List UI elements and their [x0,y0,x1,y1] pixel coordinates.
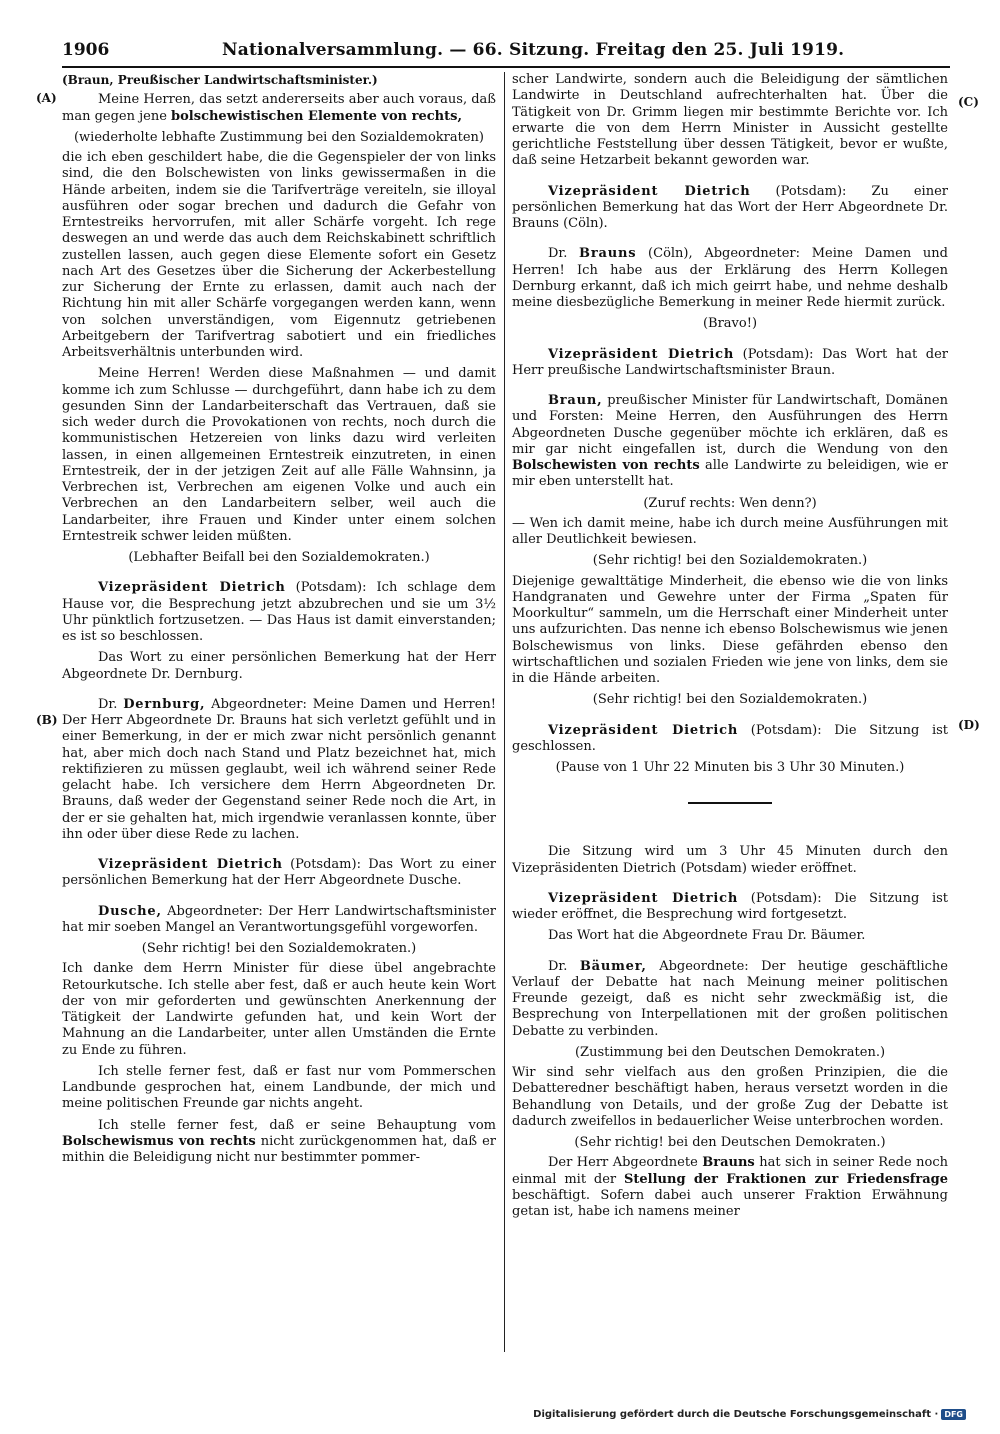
paragraph: Ich danke dem Herrn Minister für diese übel angebrachte Retourkutsche. Ich stelle aber fest, daß er auch heute kein Wort der von mir geforderten und gewünschten Anerkennung der Tätigkeit der Landwirte gefunden hat, und kein Wort der Mahnung an die Landarbeiter, unter allen Umständen die Ernte zu Ende zu führen. [62,961,496,1058]
interjection: (Bravo!) [702,316,758,332]
speaker-name: Dusche, [98,903,162,919]
speech-text: alle Landwirte zu beleidigen, wie er mir eben unterstellt hat. [512,458,948,490]
page-number: 1906 [62,40,110,60]
footer-credit [533,1409,966,1420]
right-column [512,72,948,1225]
speech-vizepraesident [512,184,948,233]
interjection: (Sehr richtig! bei den Deutschen Demokraten.) [574,1135,886,1150]
speech-text: Abgeordnete: Der heutige geschäftliche Verlauf der Debatte hat nach Meinung meiner politischen Freunde gezeigt, daß es nicht sehr zweckmäßig ist, die Besprechung von Interpellationen mit der großen politischen Debatte zu verbinden. [512,958,948,1039]
interjection: (Sehr richtig! bei den Sozialdemokraten.) [592,692,868,708]
emphasis: Brauns [702,1155,755,1171]
margin-marker-a: (A) [36,91,57,105]
speech-brauns [512,246,948,311]
paragraph: die ich eben geschildert habe, die die Gegenspieler der von links sind, die den Bolschewisten von links gewissermaßen in die Hände arbeiten, indem sie die Tarifverträge vereiteln, sie illoyal ausführen oder sogar brechen und dadurch die Gefahr von Erntestreiks hervorrufen, mit aller Schärfe vorgeht. Ich rege deswegen an und werde das auch dem Reichskabinett schriftlich zustellen lassen, auch gegen diese Elemente sofort ein Gesetz nach Art des Gesetzes über die Sicherung der Ackerbestellung zur Sicherung der Ernte zu erlassen, damit auch nach der Richtung hin mit aller Schärfe vorgegangen werden kann, wenn von solchen unverständigen, vom Eigennutz getriebenen Arbeitgebern der Tarifvertrag sabotiert und ein friedliches Arbeitsverhältnis unterbunden wird. [62,150,496,360]
paragraph-text: Ich stelle ferner fest, daß er seine Behauptung vom [98,1117,496,1133]
paragraph-text: hat sich in seiner Rede noch einmal mit der [512,1155,948,1187]
speech-vizepraesident [62,580,496,645]
speech-text: (Potsdam): Das Wort zu einer persönlichen Bemerkung hat der Herr Abgeordnete Dusche. [62,857,496,889]
interjection: (Zuruf rechts: Wen denn?) [643,495,817,511]
speech-vizepraesident [62,857,496,890]
interjection: (Sehr richtig! bei den Sozialdemokraten.) [141,941,417,956]
paragraph [62,92,496,125]
speaker-name: Vizepräsident Dietrich [548,183,751,199]
speaker-name: Vizepräsident Dietrich [548,722,739,738]
interjection: (Zustimmung bei den Deutschen Demokraten.) [574,1044,886,1060]
speech-text: preußischer Minister für Landwirtschaft, Domänen und Forsten: Meine Herren, den Ausführungen des Herrn Abgeordneten Dusche gegenüber möchte ich erklären, daß es mir gar nicht eingefallen ist, durch die Wendung von den [512,393,948,457]
margin-marker-d: (D) [958,718,980,732]
speaker-name: Brauns [579,246,637,262]
emphasis: Bolschewisten von rechts [512,458,700,473]
paragraph-text: Meine Herren, das setzt andererseits aber auch voraus, daß man gegen jene [62,92,496,124]
emphasis: bolschewistischen Elemente von rechts, [171,108,462,124]
speech-text: (Cöln), Abgeordneter: Meine Damen und Herren! Ich habe aus der Erklärung des Herrn Kollegen Dernburg erkannt, daß ich mich geirrt habe, und nehme deshalb meine diesbezügliche Bemerkung in meiner Rede hiermit zurück. [512,246,948,310]
page-header [62,40,950,68]
interjection: (Lebhafter Beifall bei den Sozialdemokraten.) [128,550,430,565]
paragraph: scher Landwirte, sondern auch die Beleidigung der sämtlichen Landwirte in Deutschland aufrechterhalten hat. Über die Tätigkeit von Dr. Grimm liegen mir bestimmte Berichte vor. Ich erwarte die von dem Herrn Minister in Aussicht gestellte gerichtliche Feststellung über dessen Tätigkeit, bevor er wußte, daß seine Hetzarbeit bekannt geworden war. [512,72,948,169]
speech-text: Abgeordneter: Der Herr Landwirtschaftsminister hat mir soeben Mangel an Verantwortungsgefühl vorgeworfen. [62,903,496,935]
speaker-title: Dr. [548,246,580,262]
section-rule [688,802,772,804]
speech-braun [512,393,948,491]
speaker-name: Vizepräsident Dietrich [548,890,739,906]
interjection: (wiederholte lebhafte Zustimmung bei den Sozialdemokraten) [73,129,484,145]
interjection: (Sehr richtig! bei den Sozialdemokraten.) [592,553,868,569]
speaker-title: Dr. [98,696,124,712]
session-resume-note: Die Sitzung wird um 3 Uhr 45 Minuten durch den Vizepräsidenten Dietrich (Potsdam) wieder eröffnet. [512,844,948,876]
speech-text: Abgeordneter: Meine Damen und Herren! Der Herr Abgeordnete Dr. Brauns hat sich verletzt gefühlt und in einer Bemerkung, in der er mich zwar nicht persönlich genannt hat, aber mich doch nach Stand und Platz bezeichnet hat, mich rektifizieren zu müssen geglaubt, weil ich während seiner Rede gelacht habe. Ich versichere dem Herrn Abgeordneten Dr. Brauns, daß weder der Gegenstand seiner Rede noch die Art, in der er sie gehalten hat, mich irgendwie veranlassen konnte, über ihn oder über diese Rede zu lachen. [62,696,496,842]
speaker-name: Vizepräsident Dietrich [548,346,735,362]
paragraph-text: nicht zurückgenommen hat, daß er mithin die Beleidigung nicht nur bestimmter pommer- [62,1133,496,1165]
left-column [62,72,496,1171]
speech-vizepraesident [512,723,948,756]
dfg-logo: DFG [941,1409,966,1420]
paragraph: Ich stelle ferner fest, daß er fast nur vom Pommerschen Landbunde gesprochen hat, einem Landbunde, der mich und meine politischen Freunde gar nichts angeht. [62,1063,496,1112]
speaker-name: Vizepräsident Dietrich [98,580,286,596]
paragraph: Das Wort hat die Abgeordnete Frau Dr. Bäumer. [548,928,866,944]
speaker-caption: (Braun, Preußischer Landwirtschaftsminister.) [62,73,378,87]
running-title: Nationalversammlung. — 66. Sitzung. Freitag den 25. Juli 1919. [222,40,845,60]
speech-text: (Potsdam): Ich schlage dem Hause vor, die Besprechung jetzt abzubrechen und sie um 3½ Uhr pünktlich fortzusetzen. — Das Haus ist damit einverstanden; es ist so beschlossen. [62,580,497,644]
column-divider [504,72,505,1352]
pause-note: (Pause von 1 Uhr 22 Minuten bis 3 Uhr 30 Minuten.) [555,760,905,775]
speech-text: (Potsdam): Das Wort hat der Herr preußische Landwirtschaftsminister Braun. [512,346,949,378]
speech-text: (Potsdam): Zu einer persönlichen Bemerkung hat das Wort der Herr Abgeordnete Dr. Brauns (Cöln). [512,183,948,231]
speech-dernburg [62,697,496,843]
paragraph: Meine Herren! Werden diese Maßnahmen — und damit komme ich zum Schlusse — durchgeführt, dann habe ich zu dem gesunden Sinn der Landarbeiterschaft das Vertrauen, daß sie sich weder durch die Provokationen von rechts, noch durch die kommunistischen Hetzereien von links dazu wird verleiten lassen, in einen allgemeinen Erntestreik einzutreten, in einen Erntestreik, der in der jetzigen Zeit auf alle Fälle Wahnsinn, ja Verbrechen ist, Verbrechen am eigenen Volke und auch ein Verbrechen an den Landarbeitern selber, weil auch die Landarbeiter, ihre Frauen und Kinder unter einem solchen Erntestreik schwer leiden müßten. [62,366,496,544]
speaker-title: Dr. [548,958,580,974]
footer-text: Digitalisierung gefördert durch die Deutsche Forschungsgemeinschaft · [533,1409,939,1420]
speech-text: (Potsdam): Die Sitzung ist geschlossen. [512,722,948,754]
paragraph: Diejenige gewalttätige Minderheit, die ebenso wie die von links Handgranaten und Gewehre unter der Firma „Spaten für Moorkultur“ sammeln, um die Herrschaft einer Minderheit unter uns aufzurichten. Das nenne ich ebenso Bolschewismus wie jenen Bolschewismus von links. Diese gefährden ebenso den wirtschaftlichen und sozialen Frieden wie jene von links, dem sie in die Hände arbeiten. [512,573,948,686]
margin-marker-b: (B) [36,713,58,727]
emphasis: Bolschewismus von rechts [62,1133,256,1149]
paragraph: Wir sind sehr vielfach aus den großen Prinzipien, die die Debatteredner beschäftigt haben, heraus versetzt worden in die Behandlung von Details, und der große Zug der Debatte ist dadurch zweifellos in bedauerlicher Weise unterbrochen worden. [512,1065,948,1129]
speech-dusche [62,904,496,937]
speaker-name: Bäumer, [579,958,647,974]
paragraph: Das Wort zu einer persönlichen Bemerkung hat der Herr Abgeordnete Dr. Dernburg. [62,650,496,682]
speech-vizepraesident [512,347,948,380]
paragraph-text: Der Herr Abgeordnete [548,1155,703,1171]
paragraph-text: beschäftigt. Sofern dabei auch unserer Fraktion Erwähnung getan ist, habe ich namens meiner [512,1187,948,1219]
margin-marker-c: (C) [958,95,979,109]
emphasis: Stellung der Fraktionen zur Friedensfrage [624,1171,948,1187]
paragraph [62,1118,496,1167]
speech-vizepraesident [512,891,948,924]
speaker-name: Vizepräsident Dietrich [98,857,283,872]
paragraph: — Wen ich damit meine, habe ich durch meine Ausführungen mit aller Deutlichkeit bewiesen. [512,515,948,547]
speech-text: (Potsdam): Die Sitzung ist wieder eröffnet, die Besprechung wird fortgesetzt. [512,890,948,922]
speaker-name: Braun, [548,393,603,408]
speech-baeumer [512,959,948,1040]
paragraph [512,1155,948,1220]
speaker-name: Dernburg, [123,696,206,712]
